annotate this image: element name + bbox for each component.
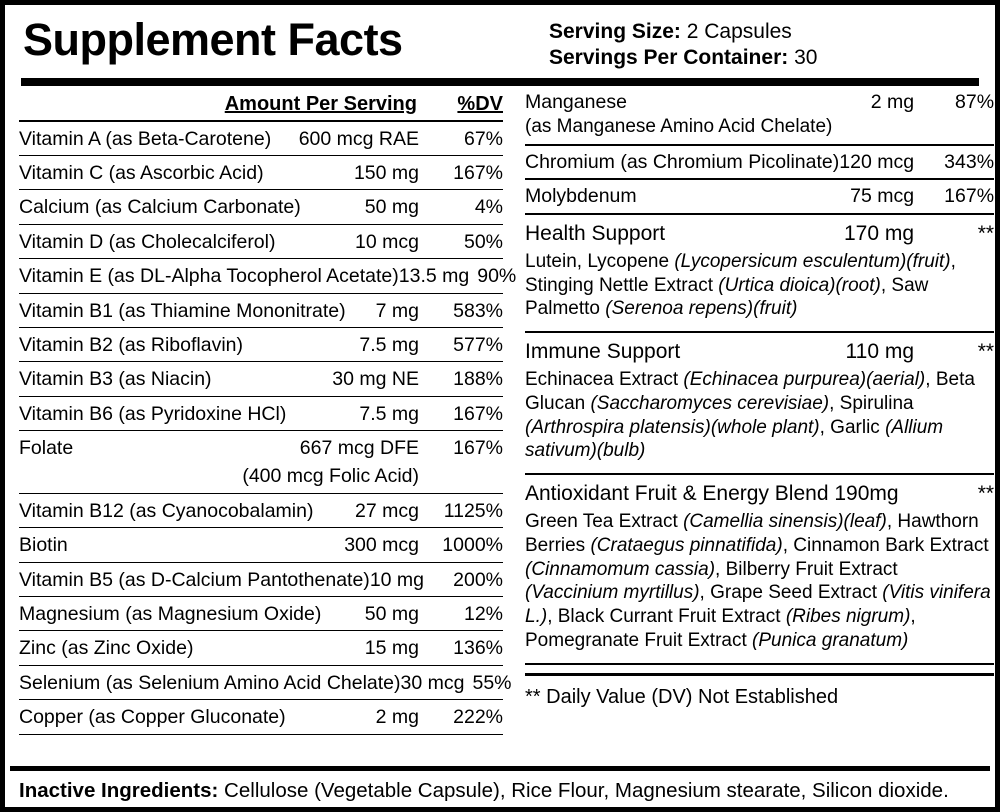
table-row — [19, 700, 503, 734]
table-row — [525, 86, 994, 146]
left-nutrient-list-2 — [19, 494, 512, 735]
nutrient-amount: 10 mg — [369, 568, 425, 591]
row-divider — [525, 663, 994, 665]
nutrient-name: Vitamin D (as Cholecalciferol) — [19, 230, 276, 253]
nutrient-dv: 4% — [474, 196, 503, 219]
percent-dv-header: %DV — [457, 92, 503, 115]
nutrient-name: Magnesium (as Magnesium Oxide) — [19, 602, 322, 625]
table-row — [19, 666, 512, 700]
nutrient-amount: 30 mcg — [400, 671, 465, 694]
folate-second-line — [19, 465, 503, 494]
folate-folic-acid: (400 mcg Folic Acid) — [242, 464, 419, 487]
table-row — [19, 397, 503, 431]
blend-section — [525, 333, 994, 475]
table-row-folate — [19, 431, 503, 464]
nutrient-dv: 1000% — [442, 534, 503, 557]
table-row — [525, 180, 994, 214]
nutrient-name: Vitamin B3 (as Niacin) — [19, 368, 212, 391]
nutrient-dv: 87% — [955, 90, 995, 113]
nutrient-amount: 300 mcg — [344, 534, 419, 557]
blend-ingredients: Echinacea Extract (Echinacea purpurea)(aerial), Beta Glucan (Saccharomyces cerevisiae), Spirulina (Arthrospira platensis)(whole plant), Garlic (Allium sativum)(bulb) — [525, 369, 975, 462]
table-row — [525, 146, 994, 180]
table-row — [19, 259, 517, 293]
nutrient-name: Manganese — [525, 90, 627, 113]
table-row — [19, 528, 503, 562]
blend-amount: 110 mg — [845, 340, 915, 364]
nutrient-amount: 7.5 mg — [359, 334, 419, 357]
nutrient-dv: 167% — [453, 437, 503, 460]
blend-list — [525, 215, 994, 665]
nutrient-dv: 200% — [453, 568, 503, 591]
nutrient-name: Vitamin B2 (as Riboflavin) — [19, 334, 243, 357]
nutrient-name: Vitamin A (as Beta-Carotene) — [19, 127, 272, 150]
nutrient-dv: 577% — [453, 334, 503, 357]
nutrient-dv: 343% — [944, 150, 995, 173]
nutrient-name: Vitamin B5 (as D-Calcium Pantothenate) — [19, 568, 370, 591]
nutrient-amount: 30 mg NE — [332, 368, 419, 391]
nutrient-amount: 50 mg — [364, 196, 419, 219]
nutrient-dv: 12% — [463, 602, 503, 625]
table-row — [19, 494, 503, 528]
blend-ingredients: Lutein, Lycopene (Lycopersicum esculentum)(fruit), Stinging Nettle Extract (Urtica dioica)(root), Saw Palmetto (Serenoa repens)(fruit) — [525, 250, 956, 320]
blend-section — [525, 475, 994, 665]
table-row — [19, 597, 503, 631]
nutrient-name: Copper (as Copper Gluconate) — [19, 706, 286, 729]
blend-ingredients: Green Tea Extract (Camellia sinensis)(leaf), Hawthorn Berries (Crataegus pinnatifida), Cinnamon Bark Extract (Cinnamomum cassia), Bilberry Fruit Extract (Vaccinium myrtillus), Grape Seed Extract (Vitis vinifera L.), Black Currant Fruit Extract (Ribes nigrum), Pomegranate Fruit Extract (Punica granatum) — [525, 511, 991, 651]
page-title: Supplement Facts — [23, 14, 403, 65]
blend-dv: ** — [977, 221, 995, 245]
nutrient-dv: 55% — [472, 671, 512, 694]
nutrient-amount: 13.5 mg — [398, 265, 470, 288]
nutrient-amount: 50 mg — [364, 602, 419, 625]
table-row — [19, 631, 503, 665]
nutrient-amount: 2 mg — [870, 90, 915, 113]
table-row — [19, 156, 503, 190]
nutrient-name: Chromium (as Chromium Picolinate) — [525, 150, 840, 173]
serving-size-label: Serving Size: — [549, 20, 681, 43]
nutrient-dv: 90% — [477, 265, 517, 288]
serving-size-line — [549, 19, 971, 45]
nutrient-amount: 150 mg — [353, 161, 419, 184]
amount-per-serving-header: Amount Per Serving — [224, 92, 417, 115]
table-row — [19, 225, 503, 259]
table-row — [19, 190, 503, 224]
nutrient-amount: 10 mcg — [355, 230, 419, 253]
column-headers — [19, 86, 503, 120]
nutrient-name: Vitamin B1 (as Thiamine Mononitrate) — [19, 299, 346, 322]
nutrient-name: Vitamin C (as Ascorbic Acid) — [19, 161, 264, 184]
nutrient-amount: 2 mg — [375, 706, 419, 729]
nutrient-dv: 1125% — [443, 499, 503, 522]
inactive-ingredients — [19, 771, 981, 804]
nutrient-dv: 188% — [453, 368, 503, 391]
nutrient-amount: 120 mcg — [839, 150, 915, 173]
nutrient-dv: 136% — [453, 637, 503, 660]
nutrient-amount: 75 mcg — [850, 185, 915, 208]
nutrient-name: Vitamin E (as DL-Alpha Tocopherol Acetate) — [19, 265, 399, 288]
table-row — [19, 294, 503, 328]
nutrient-dv: 50% — [463, 230, 503, 253]
nutrient-name: Vitamin B6 (as Pyridoxine HCl) — [19, 402, 287, 425]
inactive-ingredients-label: Inactive Ingredients: — [19, 778, 219, 802]
left-column — [19, 86, 517, 766]
nutrient-amount: 667 mcg DFE — [299, 437, 419, 460]
nutrient-name: Calcium (as Calcium Carbonate) — [19, 196, 301, 219]
blend-section — [525, 215, 994, 333]
nutrient-dv: 167% — [944, 185, 995, 208]
nutrient-source: (as Manganese Amino Acid Chelate) — [525, 115, 833, 137]
nutrient-name: Selenium (as Selenium Amino Acid Chelate) — [19, 671, 401, 694]
table-row — [19, 328, 503, 362]
blend-title: Health Support — [525, 221, 666, 245]
blend-dv: ** — [977, 482, 995, 506]
nutrient-name: Biotin — [19, 534, 68, 557]
nutrient-amount: 600 mcg RAE — [298, 127, 419, 150]
right-column — [513, 86, 994, 766]
nutrient-name: Molybdenum — [525, 185, 637, 208]
blend-dv: ** — [977, 340, 995, 364]
facts-columns — [19, 86, 995, 766]
dv-note: ** Daily Value (DV) Not Established — [525, 685, 839, 708]
blend-title: Antioxidant Fruit & Energy Blend 190mg — [525, 482, 899, 506]
table-row — [19, 362, 503, 396]
nutrient-name: Zinc (as Zinc Oxide) — [19, 637, 194, 660]
header — [19, 13, 981, 72]
left-nutrient-list — [19, 122, 517, 432]
nutrient-dv: 583% — [453, 299, 503, 322]
nutrient-amount: 15 mg — [364, 637, 419, 660]
servings-per-container-line — [549, 45, 971, 71]
right-nutrient-list — [525, 86, 994, 215]
nutrient-amount: 7 mg — [375, 299, 419, 322]
nutrient-name: Vitamin B12 (as Cyanocobalamin) — [19, 499, 314, 522]
blend-title: Immune Support — [525, 340, 681, 364]
inactive-ingredients-text: Cellulose (Vegetable Capsule), Rice Flour, Magnesium stearate, Silicon dioxide. — [218, 778, 949, 802]
nutrient-name: Folate — [19, 437, 74, 460]
table-row — [19, 563, 503, 597]
serving-size-value: 2 Capsules — [686, 20, 792, 43]
nutrient-dv: 167% — [453, 161, 503, 184]
nutrient-amount: 27 mcg — [355, 499, 419, 522]
nutrient-amount: 7.5 mg — [359, 402, 419, 425]
servings-per-container-value: 30 — [794, 46, 818, 70]
nutrient-dv: 67% — [463, 127, 503, 150]
serving-info — [549, 15, 979, 72]
table-row — [19, 122, 503, 156]
nutrient-dv: 222% — [453, 706, 503, 729]
blend-amount: 170 mg — [844, 221, 915, 245]
header-divider — [21, 78, 979, 86]
nutrient-dv: 167% — [453, 402, 503, 425]
servings-per-container-label: Servings Per Container: — [549, 46, 789, 70]
